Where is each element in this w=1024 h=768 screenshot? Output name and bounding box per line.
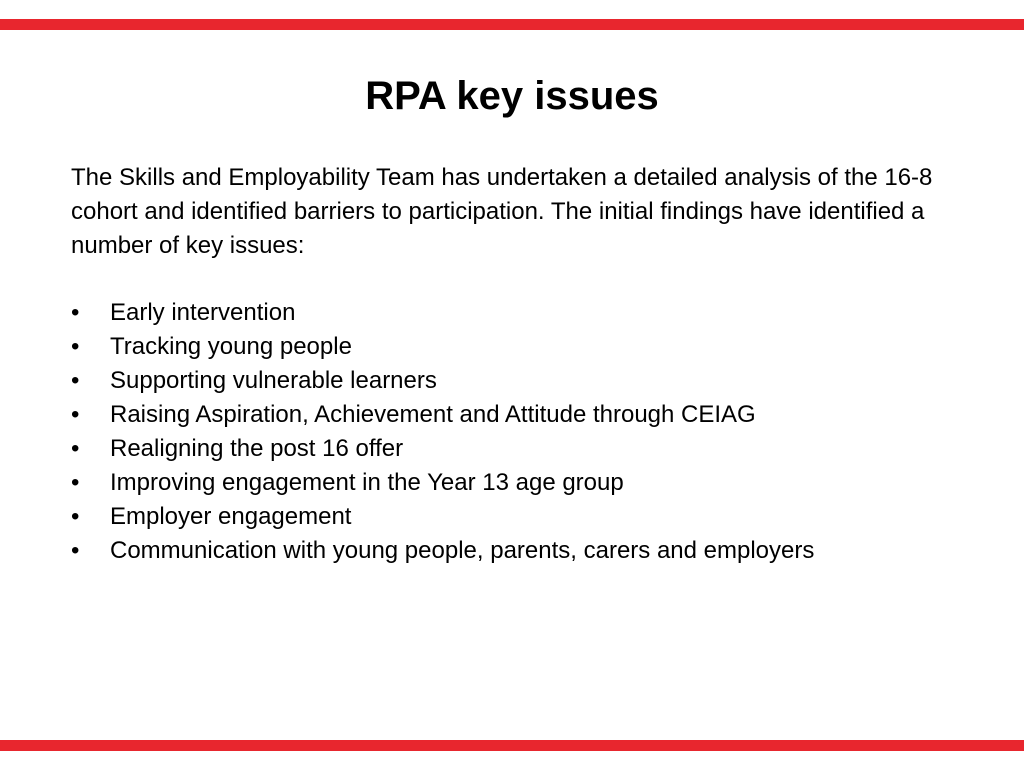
list-item [71, 432, 991, 466]
list-item-text: Employer engagement [110, 503, 352, 530]
top-accent-bar [0, 19, 1024, 30]
list-item-text: Communication with young people, parents, carers and employers [110, 537, 815, 564]
list-item-text: Improving engagement in the Year 13 age group [110, 469, 624, 496]
slide-title: RPA key issues [365, 74, 659, 118]
bullet-icon: • [71, 401, 80, 428]
bullet-icon: • [71, 435, 80, 462]
key-issues-list [71, 296, 991, 568]
bullet-icon: • [71, 469, 80, 496]
list-item [71, 296, 991, 330]
list-item [71, 500, 991, 534]
list-item-text: Realigning the post 16 offer [110, 435, 404, 462]
list-item-text: Tracking young people [110, 333, 352, 360]
bullet-icon: • [71, 367, 80, 394]
list-item-text: Raising Aspiration, Achievement and Attitude through CEIAG [110, 401, 756, 428]
list-item [71, 534, 991, 568]
intro-paragraph: The Skills and Employability Team has undertaken a detailed analysis of the 16-8 cohort and identified barriers to participation. The initial findings have identified a number of key issues: [71, 164, 933, 259]
bullet-icon: • [71, 333, 80, 360]
list-item [71, 466, 991, 500]
bullet-icon: • [71, 503, 80, 530]
list-item-text: Supporting vulnerable learners [110, 367, 437, 394]
bullet-icon: • [71, 299, 80, 326]
list-item [71, 364, 991, 398]
list-item-text: Early intervention [110, 299, 296, 326]
list-item [71, 398, 991, 432]
bullet-icon: • [71, 537, 80, 564]
list-item [71, 330, 991, 364]
bottom-accent-bar [0, 740, 1024, 751]
